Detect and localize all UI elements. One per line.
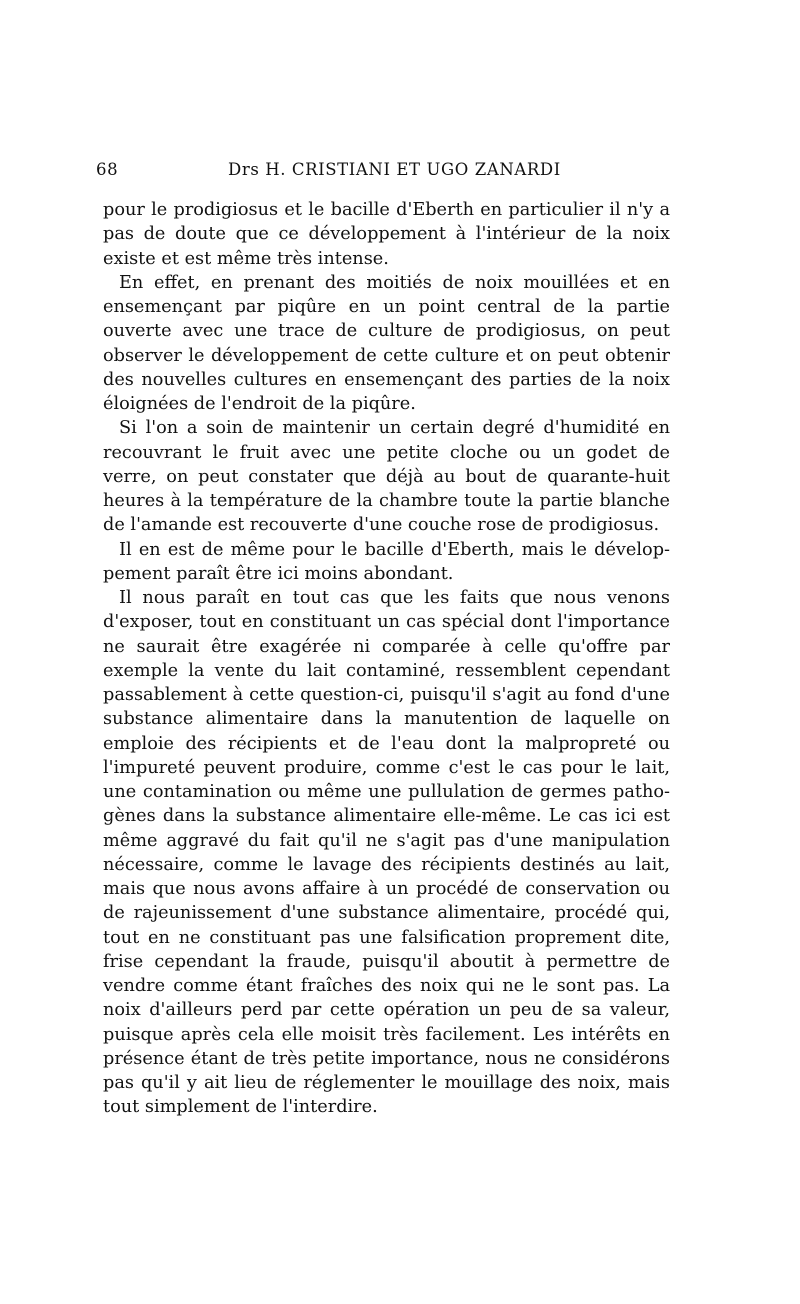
text-line: frise cependant la fraude, puisqu'il aboutit à permettre de — [103, 951, 670, 972]
text-line: ensemençant par piqûre en un point central de la partie — [103, 297, 670, 317]
text-line: Si l'on a soin de maintenir un certain degré d'humidité en — [119, 418, 670, 439]
text-line: existe et est même très intense. — [103, 248, 389, 269]
text-line: pour le prodigiosus et le bacille d'Eberth en particulier il n'y a — [103, 200, 670, 220]
text-line: éloignées de l'endroit de la piqûre. — [103, 394, 416, 414]
text-line: verre, on peut constater que déjà au bout de quarante-huit — [103, 466, 670, 487]
text-line: ouverte avec une trace de culture de prodigiosus, on peut — [103, 321, 670, 342]
text-line: nécessaire, comme le lavage des récipients destinés au lait, — [103, 854, 670, 875]
text-line: pas qu'il y ait lieu de réglementer le mouillage des noix, mais — [103, 1073, 670, 1093]
text-line: pas de doute que ce développement à l'intérieur de la noix — [103, 224, 670, 245]
text-line: une contamination ou même une pullulation de germes patho- — [103, 782, 670, 802]
text-line: tout simplement de l'interdire. — [103, 1097, 378, 1118]
text-line: observer le développement de cette culture et on peut obtenir — [103, 345, 670, 366]
body-text — [103, 198, 670, 1120]
text-line: ne saurait être exagérée ni comparée à celle qu'offre par — [103, 636, 670, 657]
text-line: pement paraît être ici moins abondant. — [103, 563, 454, 584]
text-line: gènes dans la substance alimentaire elle-même. Le cas ici est — [103, 806, 670, 827]
text-line: vendre comme étant fraîches des noix qui ne le sont pas. La — [103, 976, 670, 996]
text-line: mais que nous avons affaire à un procédé de conservation ou — [103, 879, 670, 899]
text-line: des nouvelles cultures en ensemençant des parties de la noix — [103, 369, 670, 390]
text-line: tout en ne constituant pas une falsification proprement dite, — [103, 927, 670, 948]
running-title: Drs H. CRISTIANI ET UGO ZANARDI — [228, 160, 561, 179]
text-line: même aggravé du fait qu'il ne s'agit pas d'une manipulation — [103, 830, 670, 851]
text-line: présence étant de très petite importance, nous ne considérons — [103, 1048, 670, 1069]
text-line: noix d'ailleurs perd par cette opération un peu de sa valeur, — [103, 1000, 670, 1021]
text-line: En effet, en prenant des moitiés de noix mouillées et en — [119, 272, 670, 293]
running-head — [96, 160, 672, 182]
text-line: emploie des récipients et de l'eau dont la malpropreté ou — [103, 733, 670, 754]
text-line: Il nous paraît en tout cas que les faits que nous venons — [119, 588, 670, 608]
text-line: passablement à cette question-ci, puisqu'il s'agit au fond d'une — [103, 685, 670, 705]
text-line: d'exposer, tout en constituant un cas spécial dont l'importance — [103, 612, 670, 633]
text-line: recouvrant le fruit avec une petite cloche ou un godet de — [103, 442, 670, 463]
text-line: de l'amande est recouverte d'une couche rose de prodigiosus. — [103, 515, 660, 536]
text-line: substance alimentaire dans la manutention de laquelle on — [103, 709, 670, 730]
text-line: heures à la température de la chambre toute la partie blanche — [103, 491, 670, 511]
text-line: Il en est de même pour le bacille d'Eberth, mais le dévelop- — [119, 539, 670, 560]
text-line: puisque après cela elle moisit très facilement. Les intérêts en — [103, 1024, 670, 1045]
text-line: l'impureté peuvent produire, comme c'est le cas pour le lait, — [103, 757, 670, 778]
page-number: 68 — [96, 160, 119, 179]
text-line: de rajeunissement d'une substance alimentaire, procédé qui, — [103, 903, 670, 924]
text-line: exemple la vente du lait contaminé, ressemblent cependant — [103, 660, 670, 681]
